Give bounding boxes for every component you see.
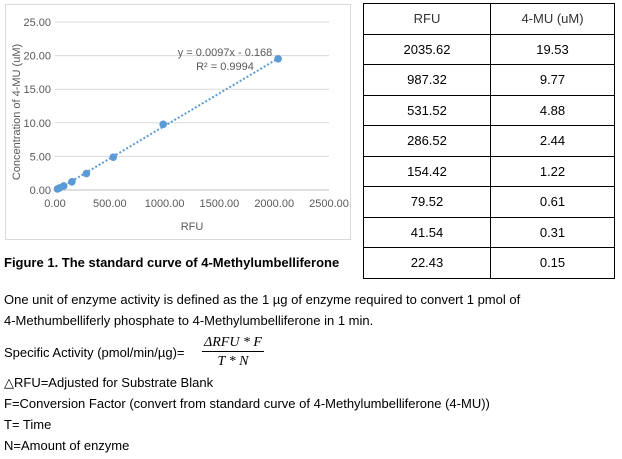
x-tick-label: 1500.00 <box>199 198 240 210</box>
y-axis-title: Concentration of 4-MU (uM) <box>11 43 23 181</box>
trendline <box>57 58 278 189</box>
data-point <box>109 153 117 161</box>
data-point <box>159 121 167 129</box>
header-4mu: 4-MU (uM) <box>491 4 615 35</box>
cell-4mu: 4.88 <box>491 95 615 126</box>
data-table <box>363 3 615 279</box>
cell-rfu: 22.43 <box>364 248 491 279</box>
cell-rfu: 154.42 <box>364 156 491 187</box>
figure-caption: Figure 1. The standard curve of 4-Methylumbelliferone <box>4 255 340 270</box>
standard-curve-chart <box>5 4 351 240</box>
y-tick-label: 5.00 <box>29 151 51 164</box>
cell-4mu: 0.61 <box>491 187 615 218</box>
x-tick-label: 2000.00 <box>254 198 295 210</box>
y-tick-label: 15.00 <box>23 84 51 97</box>
y-tick-label: 25.00 <box>23 17 51 29</box>
cell-4mu: 0.31 <box>491 217 615 248</box>
x-tick-label: 500.00 <box>92 198 127 210</box>
chart-svg <box>6 5 352 241</box>
data-point <box>68 178 76 186</box>
data-point <box>274 55 282 63</box>
table-row <box>364 187 615 218</box>
cell-rfu: 79.52 <box>364 187 491 218</box>
table-row <box>364 248 615 279</box>
definition-line-2: 4-Methumbelliferly phosphate to 4-Methylumbelliferone in 1 min. <box>4 313 374 328</box>
formula-numerator: ΔRFU * F <box>204 335 262 350</box>
cell-rfu: 41.54 <box>364 217 491 248</box>
cell-rfu: 987.32 <box>364 65 491 96</box>
enzyme-amount-definition: N=Amount of enzyme <box>4 438 130 453</box>
x-axis-title: RFU <box>180 221 204 233</box>
cell-4mu: 1.22 <box>491 156 615 187</box>
cell-rfu: 531.52 <box>364 95 491 126</box>
table-header-row <box>364 4 615 35</box>
table-row <box>364 126 615 157</box>
definition-line-1: One unit of enzyme activity is defined as the 1 µg of enzyme required to convert 1 pmol of <box>4 292 521 307</box>
y-tick-label: 20.00 <box>23 50 51 63</box>
cell-rfu: 286.52 <box>364 126 491 157</box>
trendline-equation: y = 0.0097x - 0.168 <box>177 47 273 59</box>
data-point <box>83 170 91 178</box>
cell-4mu: 19.53 <box>491 34 615 65</box>
table-row <box>364 34 615 65</box>
cell-4mu: 9.77 <box>491 65 615 96</box>
formula-label: Specific Activity (pmol/min/µg)= <box>4 345 185 360</box>
cell-4mu: 0.15 <box>491 248 615 279</box>
cell-4mu: 2.44 <box>491 126 615 157</box>
table-row <box>364 217 615 248</box>
conversion-factor-definition: F=Conversion Factor (convert from standard curve of 4-Methylumbelliferone (4-MU)) <box>4 396 490 411</box>
y-tick-label: 0.00 <box>29 185 51 197</box>
x-tick-label: 1000.00 <box>144 198 185 210</box>
cell-rfu: 2035.62 <box>364 34 491 65</box>
time-definition: T= Time <box>4 417 52 432</box>
y-tick-label: 10.00 <box>23 117 51 130</box>
header-rfu: RFU <box>364 4 491 35</box>
formula-fraction <box>202 334 264 371</box>
x-tick-label: 0.00 <box>44 198 66 210</box>
data-point <box>54 185 62 193</box>
formula-denominator: T * N <box>217 354 249 369</box>
r-squared-label: R² = 0.9994 <box>196 61 254 73</box>
delta-rfu-definition: △RFU=Adjusted for Substrate Blank <box>4 375 214 390</box>
x-tick-label: 2500.00 <box>309 198 349 210</box>
table-row <box>364 65 615 96</box>
table-row <box>364 95 615 126</box>
table-row <box>364 156 615 187</box>
